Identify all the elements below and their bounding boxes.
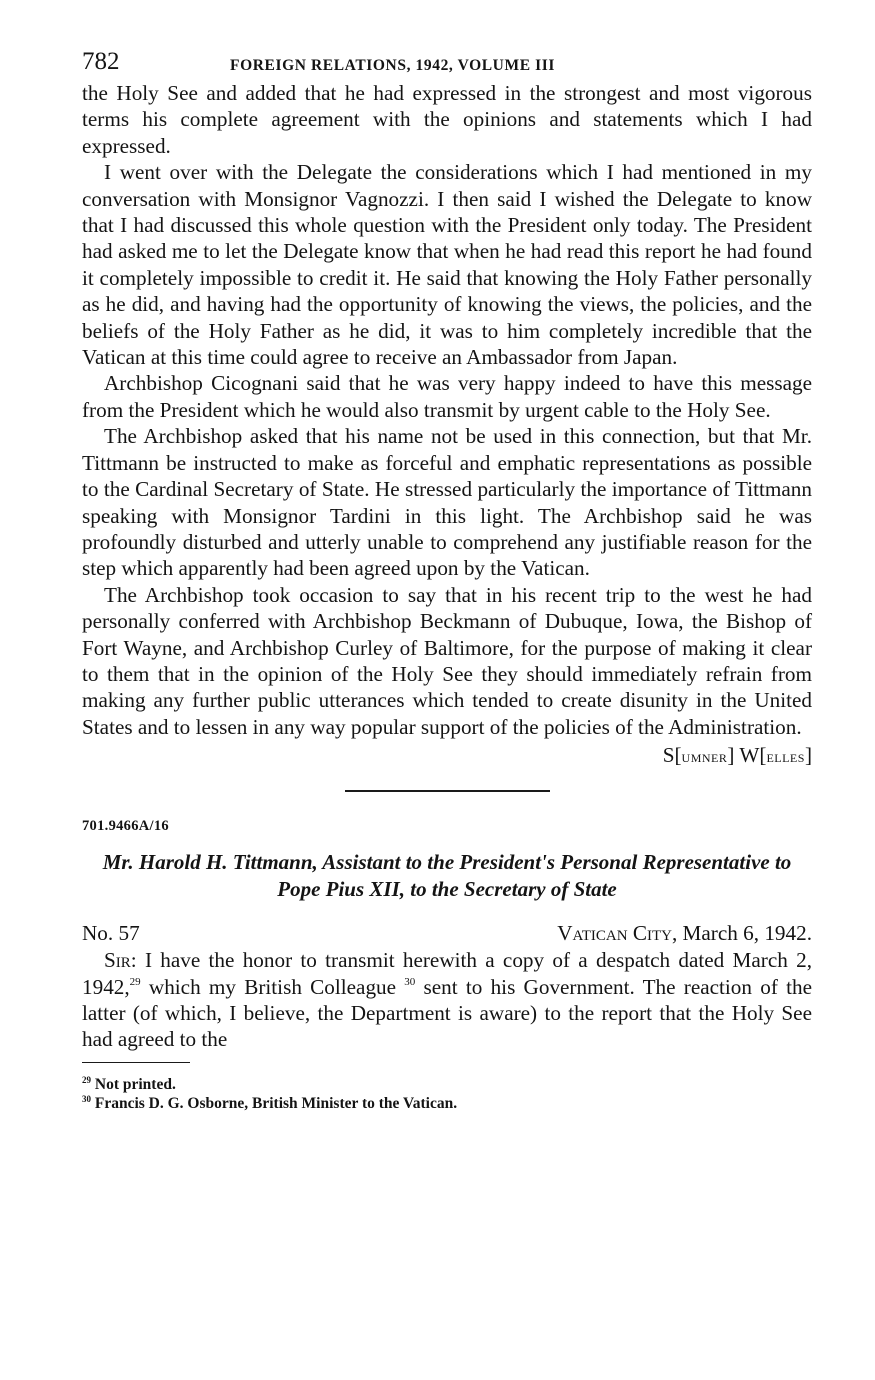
paragraph-archbishop-trip: The Archbishop took occasion to say that in his recent trip to the west he had personally conferred with Archbishop Beckmann of Dubuque, Iowa, the Bishop of Fort Wayne, and Archbishop Curley of Baltimore, for the purpose of making it clear to them that in the opinion of the Holy See they should immediately refrain from making any further public utterances which tended to create disunity in the United States and to lessen in any way popular support of the policies of the Administration. [82, 582, 812, 739]
paragraph-continuation: the Holy See and added that he had expressed in the strongest and most vigorous terms his complete agreement with the opinions and statements which I had expressed. [82, 81, 812, 158]
footnote-30 [82, 1094, 812, 1113]
signature-initial-s: S [662, 743, 675, 768]
page-number: 782 [82, 48, 120, 75]
page-header [82, 40, 812, 80]
signature: S[umner] W[elles] [662, 743, 812, 768]
footnote-text: Francis D. G. Osborne, British Minister to the Vatican. [94, 1094, 458, 1112]
date: , March 6, 1942. [671, 921, 812, 946]
footnote-marker: 29 [82, 1074, 91, 1085]
paragraph-cicognani: Archbishop Cicognani said that he was very happy indeed to have this message from the President which he would also transmit by urgent cable to the Holy See. [82, 371, 812, 422]
footnote-divider [82, 1062, 190, 1063]
footnotes [82, 1075, 812, 1113]
paragraph-delegate: I went over with the Delegate the considerations which I had mentioned in my conversation with Monsignor Vagnozzi. I then said I wished the Delegate to know that I had discussed this whole question with the President only today. The President had asked me to let the Delegate know that when he had read this report he had found it completely impossible to credit it. He said that knowing the Holy Father personally as he did, and having had the opportunity of knowing the views, the policies, and the beliefs of the Holy Father as he did, it was to him completely incredible that the Vatican at this time could agree to receive an Ambassador from Japan. [82, 160, 812, 370]
paragraph-despatch [82, 947, 812, 1053]
footnote-ref-30: 30 [404, 975, 416, 988]
document-title: Mr. Harold H. Tittmann, Assistant to the President's Personal Representative to Pope Pius XII, to the Secretary of State [102, 850, 792, 902]
signature-umner: umner [681, 747, 728, 767]
despatch-text-2: which my British Colleague [140, 974, 397, 999]
footnote-ref-29: 29 [129, 975, 141, 988]
footnote-29 [82, 1075, 812, 1094]
paragraph-archbishop-request: The Archbishop asked that his name not be used in this connection, but that Mr. Tittmann be instructed to make as forceful and emphatic representations as possible to the Cardinal Secretary of State. He stressed particularly the importance of Tittmann speaking with Monsignor Tardini in this light. The Archbishop said he was profoundly disturbed and utterly unable to comprehend any justifiable reason for the step which apparently had been agreed upon by the Vatican. [82, 424, 812, 581]
footnote-marker: 30 [82, 1093, 91, 1104]
salutation: Sir [104, 948, 131, 973]
despatch-text-3: sent to his Government. The reaction of the latter (of which, I believe, the Department is aware) to the report that the Holy See had agreed to the [82, 974, 812, 1052]
section-divider [345, 790, 550, 792]
despatch-text-1: : I have the honor to transmit herewith a copy of a despatch dated March 2, 1942, [82, 948, 812, 999]
place-date [557, 921, 812, 946]
despatch-number: No. 57 [82, 921, 140, 946]
signature-initial-w: W [739, 743, 760, 768]
book-page [82, 40, 812, 1113]
running-title: FOREIGN RELATIONS, 1942, VOLUME III [230, 57, 555, 74]
place: Vatican City [557, 921, 672, 946]
file-number: 701.9466A/16 [82, 818, 169, 835]
footnote-text: Not printed. [94, 1075, 176, 1093]
signature-elles: elles [766, 747, 805, 767]
dateline [82, 921, 812, 947]
